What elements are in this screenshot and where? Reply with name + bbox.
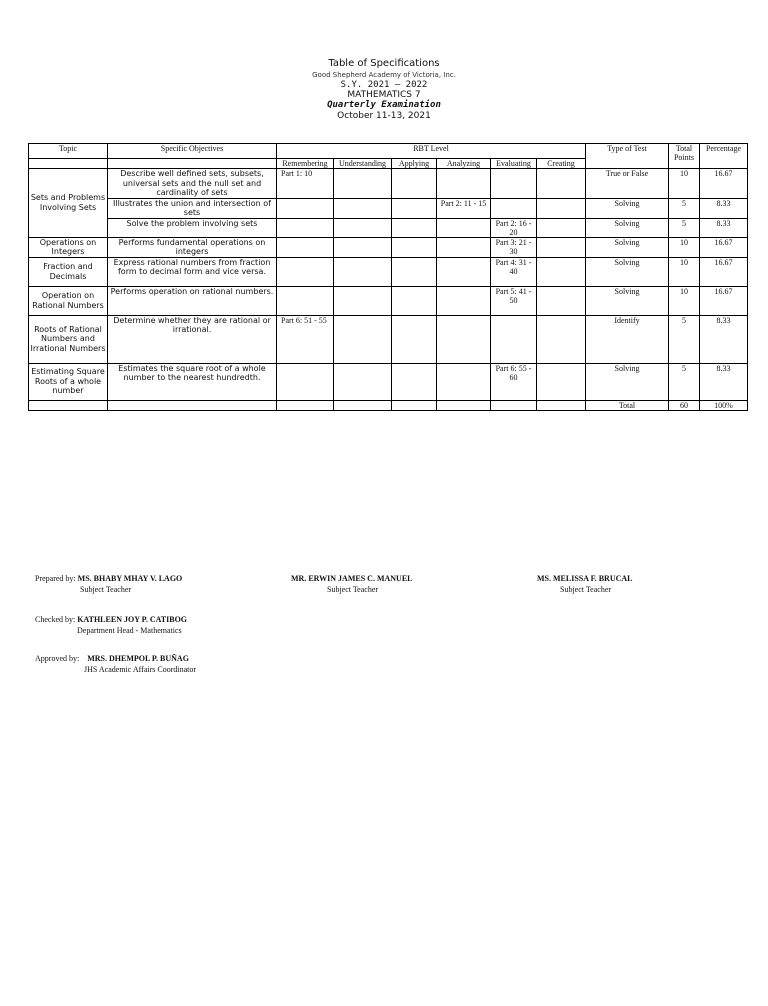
applying-cell	[392, 363, 437, 400]
approver-role: JHS Academic Affairs Coordinator	[84, 665, 197, 674]
percentage-cell: 16.67	[700, 237, 748, 257]
points-cell: 5	[669, 198, 700, 218]
rbt-level-header: Evaluating	[491, 159, 537, 169]
objective-cell: Performs fundamental operations on integers	[108, 237, 277, 257]
applying-cell	[392, 286, 437, 315]
rbt-level-header: Creating	[537, 159, 586, 169]
creating-cell	[537, 257, 586, 286]
preparer-name: MS. MELISSA F. BRUCAL	[537, 574, 633, 583]
points-cell: 5	[669, 315, 700, 363]
understanding-cell	[334, 218, 392, 237]
evaluating-cell	[491, 315, 537, 363]
remembering-cell: Part 1: 10	[277, 169, 334, 199]
applying-cell	[392, 218, 437, 237]
checker-role: Department Head - Mathematics	[77, 626, 182, 635]
applying-cell	[392, 169, 437, 199]
exam-date: October 11-13, 2021	[337, 111, 431, 121]
type-cell: Solving	[586, 237, 669, 257]
remembering-cell	[277, 218, 334, 237]
objective-cell: Illustrates the union and intersection of sets	[108, 198, 277, 218]
col-rbt-header: RBT Level	[277, 144, 586, 159]
col-percentage-header: Percentage	[700, 144, 748, 169]
evaluating-cell: Part 4: 31 - 40	[491, 257, 537, 286]
type-cell: Solving	[586, 257, 669, 286]
school-name: Good Shepherd Academy of Victoria, Inc.	[312, 71, 456, 79]
analyzing-cell	[437, 286, 491, 315]
percentage-cell: 16.67	[700, 169, 748, 199]
checker-name: KATHLEEN JOY P. CATIBOG	[77, 615, 188, 624]
evaluating-cell: Part 3: 21 - 30	[491, 237, 537, 257]
percentage-cell: 16.67	[700, 257, 748, 286]
table-row	[29, 286, 748, 315]
percentage-cell: 16.67	[700, 286, 748, 315]
table-row	[29, 218, 748, 237]
empty-cell	[392, 400, 437, 410]
document-title: Table of Specifications	[328, 58, 440, 69]
preparer-name: MS. BHABY MHAY V. LAGO	[77, 574, 183, 583]
analyzing-cell: Part 2: 11 - 15	[437, 198, 491, 218]
creating-cell	[537, 237, 586, 257]
type-cell: Solving	[586, 198, 669, 218]
empty-cell	[537, 400, 586, 410]
objective-cell: Performs operation on rational numbers.	[108, 286, 277, 315]
preparer-role: Subject Teacher	[327, 585, 379, 594]
points-cell: 10	[669, 169, 700, 199]
creating-cell	[537, 315, 586, 363]
empty-cell	[277, 400, 334, 410]
topic-cell: Estimating Square Roots of a whole number	[29, 363, 108, 400]
percentage-cell: 8.33	[700, 198, 748, 218]
creating-cell	[537, 286, 586, 315]
total-label: Total	[586, 400, 669, 410]
understanding-cell	[334, 198, 392, 218]
remembering-cell: Part 6: 51 - 55	[277, 315, 334, 363]
prepared-by-label: Prepared by:	[35, 574, 76, 583]
topic-cell: Operation on Rational Numbers	[29, 286, 108, 315]
preparer-block-2	[291, 574, 413, 583]
remembering-cell	[277, 286, 334, 315]
specifications-table	[28, 143, 748, 411]
evaluating-cell	[491, 198, 537, 218]
empty-cell	[334, 400, 392, 410]
table-row	[29, 315, 748, 363]
understanding-cell	[334, 315, 392, 363]
analyzing-cell	[437, 237, 491, 257]
percentage-cell: 8.33	[700, 363, 748, 400]
understanding-cell	[334, 363, 392, 400]
type-cell: Solving	[586, 363, 669, 400]
rbt-level-header: Analyzing	[437, 159, 491, 169]
empty-cell	[29, 159, 108, 169]
empty-cell	[29, 400, 108, 410]
topic-cell: Fraction and Decimals	[29, 257, 108, 286]
prepared-by-block	[35, 574, 182, 583]
creating-cell	[537, 169, 586, 199]
table-header-row	[29, 144, 748, 159]
analyzing-cell	[437, 315, 491, 363]
type-cell: Solving	[586, 286, 669, 315]
points-cell: 5	[669, 363, 700, 400]
empty-cell	[108, 159, 277, 169]
understanding-cell	[334, 286, 392, 315]
table-row	[29, 198, 748, 218]
objective-cell: Express rational numbers from fraction form to decimal form and vice versa.	[108, 257, 277, 286]
applying-cell	[392, 198, 437, 218]
remembering-cell	[277, 257, 334, 286]
table-row	[29, 363, 748, 400]
checked-by-label: Checked by:	[35, 615, 76, 624]
creating-cell	[537, 218, 586, 237]
approved-by-label: Approved by:	[35, 654, 80, 663]
preparer-block-3	[537, 574, 633, 583]
col-topic-header: Topic	[29, 144, 108, 159]
subject-name: MATHEMATICS 7	[347, 90, 421, 100]
applying-cell	[392, 237, 437, 257]
points-cell: 10	[669, 286, 700, 315]
creating-cell	[537, 198, 586, 218]
analyzing-cell	[437, 363, 491, 400]
evaluating-cell: Part 6: 55 - 60	[491, 363, 537, 400]
evaluating-cell	[491, 169, 537, 199]
total-row	[29, 400, 748, 410]
empty-cell	[437, 400, 491, 410]
evaluating-cell: Part 5: 41 - 50	[491, 286, 537, 315]
preparer-name: MR. ERWIN JAMES C. MANUEL	[291, 574, 413, 583]
topic-cell: Roots of Rational Numbers and Irrational Numbers	[29, 315, 108, 363]
points-cell: 10	[669, 257, 700, 286]
type-cell: True or False	[586, 169, 669, 199]
objective-cell: Estimates the square root of a whole number to the nearest hundredth.	[108, 363, 277, 400]
applying-cell	[392, 315, 437, 363]
col-points-header: Total Points	[669, 144, 700, 169]
understanding-cell	[334, 169, 392, 199]
percentage-cell: 8.33	[700, 218, 748, 237]
remembering-cell	[277, 237, 334, 257]
remembering-cell	[277, 198, 334, 218]
approver-name: MRS. DHEMPOL P. BUÑAG	[87, 654, 189, 663]
type-cell: Solving	[586, 218, 669, 237]
exam-name: Quarterly Examination	[327, 100, 441, 110]
col-objectives-header: Specific Objectives	[108, 144, 277, 159]
school-year: S.Y. 2021 – 2022	[340, 80, 428, 90]
total-percentage: 100%	[700, 400, 748, 410]
table-row	[29, 257, 748, 286]
empty-cell	[491, 400, 537, 410]
points-cell: 5	[669, 218, 700, 237]
rbt-level-header: Remembering	[277, 159, 334, 169]
type-cell: Identify	[586, 315, 669, 363]
points-cell: 10	[669, 237, 700, 257]
rbt-level-header: Applying	[392, 159, 437, 169]
understanding-cell	[334, 237, 392, 257]
checked-by-block	[35, 615, 187, 624]
table-row	[29, 169, 748, 199]
percentage-cell: 8.33	[700, 315, 748, 363]
table-row	[29, 237, 748, 257]
understanding-cell	[334, 257, 392, 286]
analyzing-cell	[437, 169, 491, 199]
rbt-level-header: Understanding	[334, 159, 392, 169]
total-points: 60	[669, 400, 700, 410]
remembering-cell	[277, 363, 334, 400]
evaluating-cell: Part 2: 16 - 20	[491, 218, 537, 237]
objective-cell: Solve the problem involving sets	[108, 218, 277, 237]
applying-cell	[392, 257, 437, 286]
topic-cell: Operations on Integers	[29, 237, 108, 257]
topic-cell: Sets and Problems Involving Sets	[29, 169, 108, 238]
objective-cell: Determine whether they are rational or irrational.	[108, 315, 277, 363]
objective-cell: Describe well defined sets, subsets, universal sets and the null set and cardinality of sets	[108, 169, 277, 199]
preparer-role: Subject Teacher	[80, 585, 132, 594]
preparer-role: Subject Teacher	[560, 585, 612, 594]
approved-by-block	[35, 654, 189, 663]
creating-cell	[537, 363, 586, 400]
empty-cell	[108, 400, 277, 410]
col-type-header: Type of Test	[586, 144, 669, 169]
analyzing-cell	[437, 257, 491, 286]
analyzing-cell	[437, 218, 491, 237]
